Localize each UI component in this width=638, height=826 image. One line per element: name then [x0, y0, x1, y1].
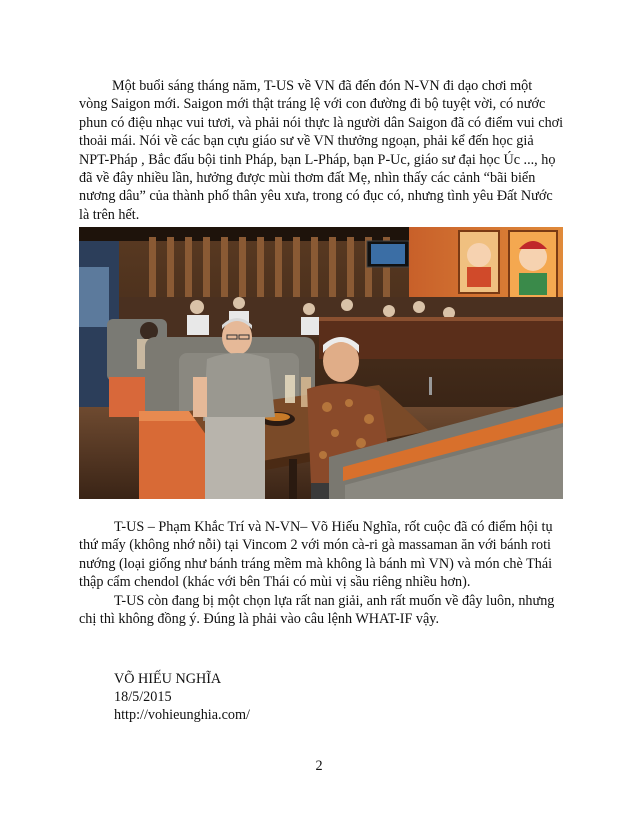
restaurant-photo [79, 227, 563, 499]
intro-paragraph: Một buổi sáng tháng năm, T-US về VN đã đến đón N-VN đi dạo chơi một vòng Saigon mới. Saigon mới thật tráng lệ với con đường đi bộ tuyệt vời, có nước phun có điệu nhạc vui tươi, và phải nói thực là người dân Saigon đã có điểm vui chơi thoải mái. Nói về các bạn cựu giáo sư về VN thưởng ngoạn, phải kể đến học giả NPT-Pháp , Bắc đẩu bội tinh Pháp, bạn L-Pháp, bạn P-Uc, giáo sư đại học Úc ..., họ đã về đây nhiều lần, hưởng được mùi thơm đất Mẹ, nhìn thấy các cảnh “bãi biển nương dâu” của thành phố thân yêu xưa, trong có đục có, nhưng tình yêu Đất Nước là trên hết. [79, 78, 564, 223]
signature-date: 18/5/2015 [114, 689, 172, 706]
signature-block [114, 670, 250, 725]
author-website-link[interactable]: http://vohieunghia.com/ [114, 707, 250, 724]
caption-paragraph: T-US – Phạm Khắc Trí và N-VN– Võ Hiếu Nghĩa, rốt cuộc đã có điểm hội tụ thứ mấy (không nhớ nỗi) tại Vincom 2 với món cà-ri gà massaman ăn với bánh roti nướng (loại giống như bánh tráng mềm mà không là bánh mì VN) và món chè Thái thập cẩm chendol (khác với bên Thái có mùi vị sầu riêng nhiều hơn). [79, 519, 553, 591]
author-name: VÕ HIẾU NGHĨA [114, 671, 222, 687]
closing-paragraph: T-US còn đang bị một chọn lựa rất nan giải, anh rất muốn về đây luôn, nhưng chị thì không đồng ý. Đúng là phải vào câu lệnh WHAT-IF vậy. [79, 593, 555, 628]
page-number: 2 [315, 758, 323, 774]
